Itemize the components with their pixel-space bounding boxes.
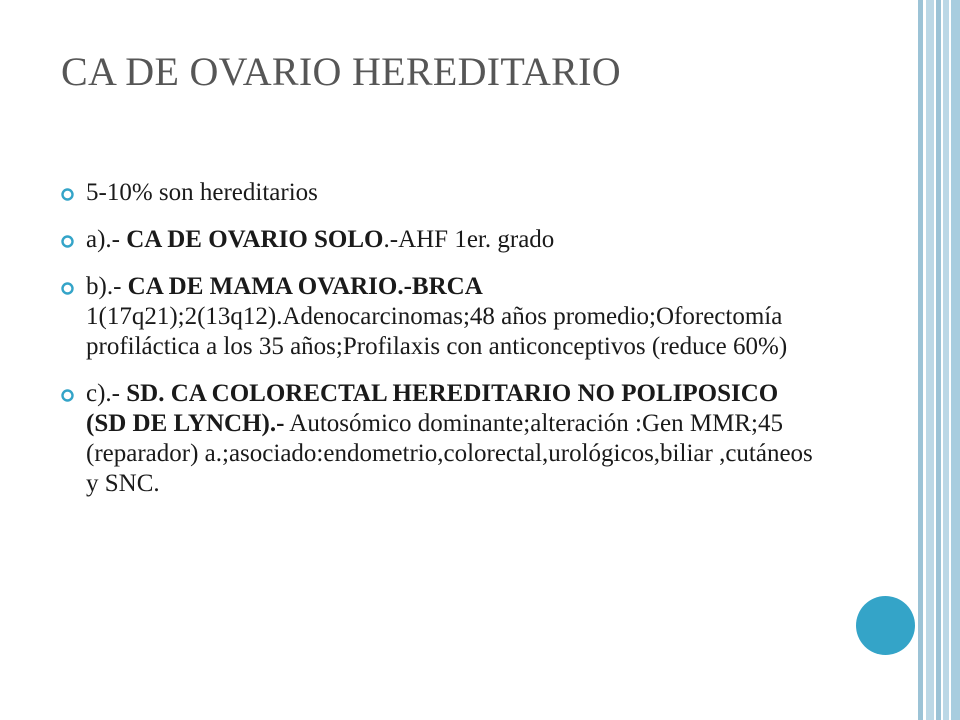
bullet-text: Autosómico dominante;alteración :Gen MMR;45 (reparador) a.;asociado:endometrio,colorectal,urológicos,biliar ,cutáneos y SNC. [86,410,813,497]
decorative-stripe [951,0,960,720]
bullet-text: 5-10% son hereditarios [86,179,318,206]
bullet-item-2 [60,225,820,255]
decorative-stripe [926,0,934,720]
bullet-bold-text: CA DE MAMA OVARIO.-BRCA [127,273,483,300]
slide-title: CA DE OVARIO HEREDITARIO [61,49,621,94]
decorative-stripe [936,0,941,720]
bullet-prefix: b).- [86,273,128,300]
bullet-item-1 [60,178,820,208]
circle-outline-bullet-icon [61,389,74,402]
bullet-prefix: c).- [86,380,127,407]
bullet-bold-text: CA DE OVARIO SOLO [126,226,384,253]
decorative-stripe [918,0,923,720]
bullet-bold-text: SD. CA COLORECTAL HEREDITARIO NO POLIPOSICO (SD DE LYNCH).- [86,380,779,437]
bullet-text: .-AHF 1er. grado [383,226,555,253]
circle-outline-bullet-icon [61,188,74,201]
decorative-circle [856,596,915,655]
bullet-prefix: a).- [86,226,127,253]
decorative-stripe [943,0,949,720]
bullet-item-3 [60,272,820,362]
bullet-list [60,178,820,516]
circle-outline-bullet-icon [61,282,74,295]
bullet-item-4 [60,379,820,499]
bullet-text: 1(17q21);2(13q12).Adenocarcinomas;48 años promedio;Oforectomía profiláctica a los 35 años;Profilaxis con anticonceptivos (reduce 60%) [86,303,788,360]
circle-outline-bullet-icon [61,235,74,248]
